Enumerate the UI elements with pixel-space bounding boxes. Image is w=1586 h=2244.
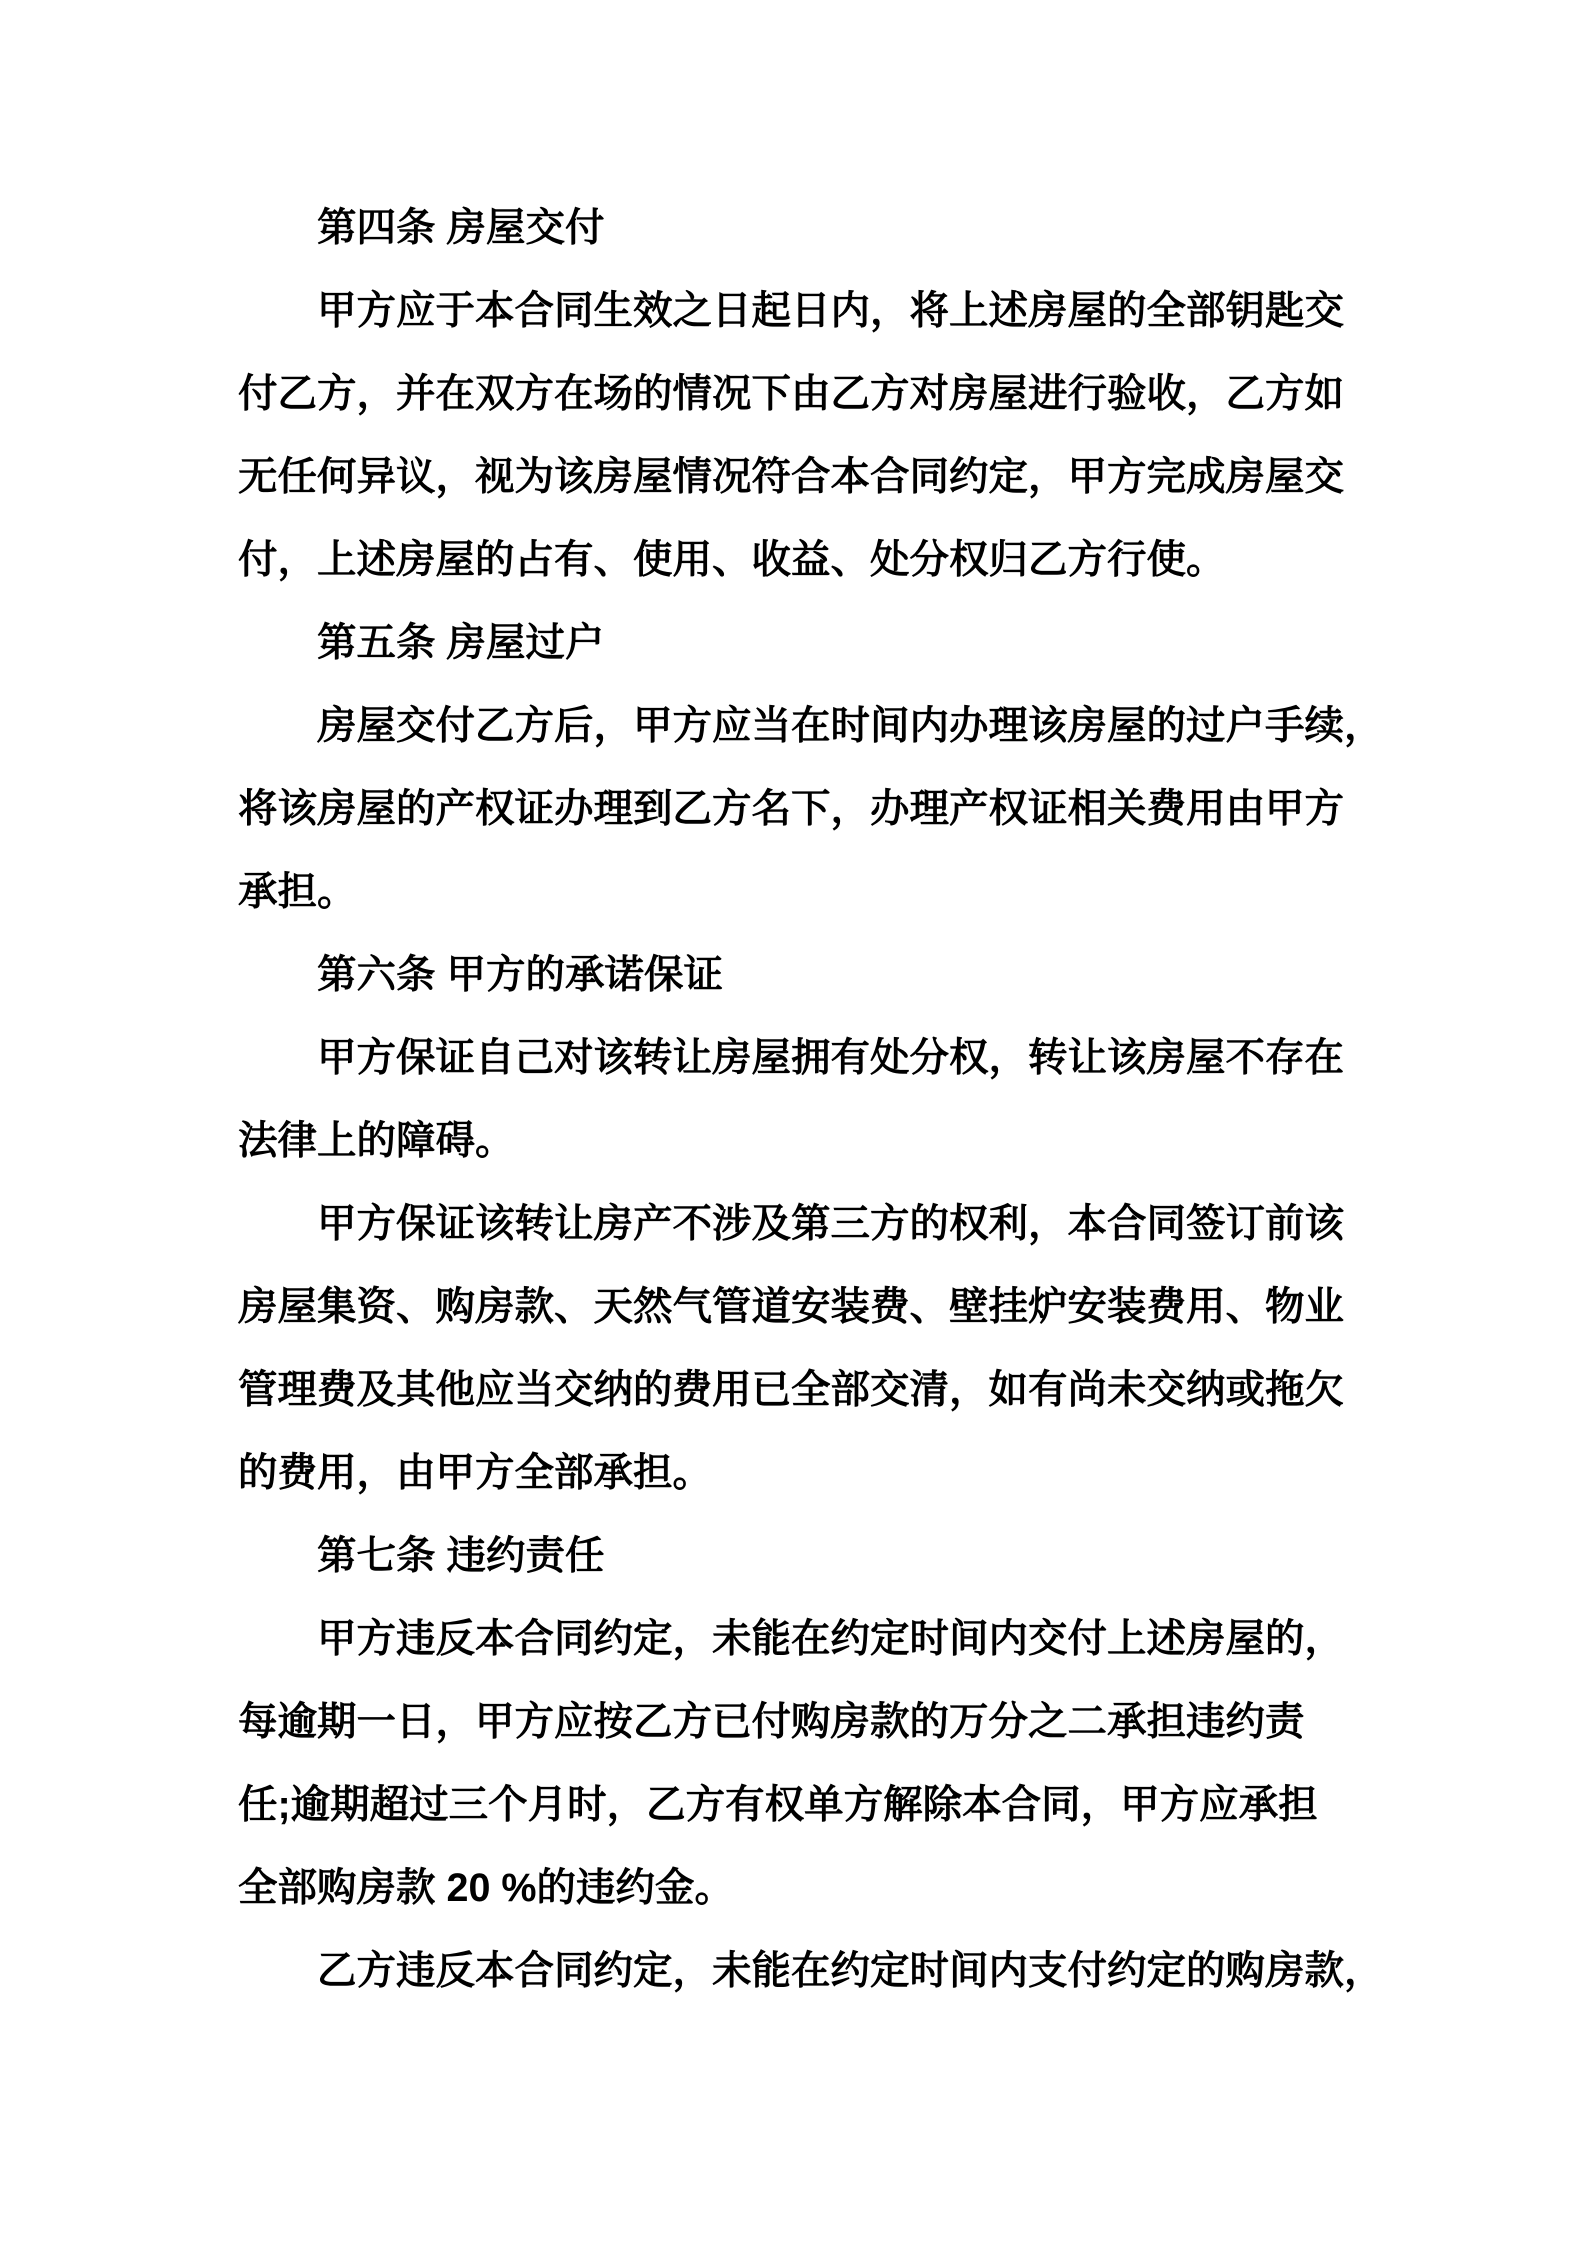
body-text-line: 每逾期一日，甲方应按乙方已付购房款的万分之二承担违约责 (238, 1700, 1305, 1744)
body-text-line: 无任何异议，视为该房屋情况符合本合同约定，甲方完成房屋交 (238, 455, 1344, 499)
contract-text-block (238, 187, 1384, 2013)
article-heading-line: 第七条 违约责任 (317, 1534, 605, 1578)
body-text-line: 甲方保证该转让房产不涉及第三方的权利，本合同签订前该 (317, 1202, 1344, 1246)
body-text-line: 房屋集资、购房款、天然气管道安装费、壁挂炉安装费用、物业 (238, 1285, 1344, 1329)
body-text-line: 甲方违反本合同约定，未能在约定时间内交付上述房屋的， (317, 1617, 1344, 1661)
body-text-line: 承担。 (238, 870, 357, 914)
body-text-line: 任;逾期超过三个月时，乙方有权单方解除本合同，甲方应承担 (238, 1783, 1318, 1827)
body-text-line: 付乙方，并在双方在场的情况下由乙方对房屋进行验收，乙方如 (238, 372, 1344, 416)
article-heading-line: 第六条 甲方的承诺保证 (317, 953, 723, 997)
body-text-line: 房屋交付乙方后，甲方应当在时间内办理该房屋的过户手续， (317, 704, 1384, 748)
body-text-line: 乙方违反本合同约定，未能在约定时间内支付约定的购房款， (317, 1949, 1384, 1993)
body-text-line: 甲方应于本合同生效之日起日内，将上述房屋的全部钥匙交 (317, 289, 1344, 333)
body-text-line: 的费用，由甲方全部承担。 (238, 1451, 712, 1495)
body-text-line: 管理费及其他应当交纳的费用已全部交清，如有尚未交纳或拖欠 (238, 1368, 1344, 1412)
article-heading-line: 第五条 房屋过户 (317, 621, 605, 665)
body-text-line: 将该房屋的产权证办理到乙方名下，办理产权证相关费用由甲方 (238, 787, 1344, 831)
body-text-line: 付，上述房屋的占有、使用、收益、处分权归乙方行使。 (238, 538, 1226, 582)
body-text-line: 全部购房款 20 %的违约金。 (238, 1866, 735, 1910)
article-heading-line: 第四条 房屋交付 (317, 206, 605, 250)
body-text-line: 甲方保证自己对该转让房屋拥有处分权，转让该房屋不存在 (317, 1036, 1344, 1080)
body-text-line: 法律上的障碍。 (238, 1119, 515, 1163)
